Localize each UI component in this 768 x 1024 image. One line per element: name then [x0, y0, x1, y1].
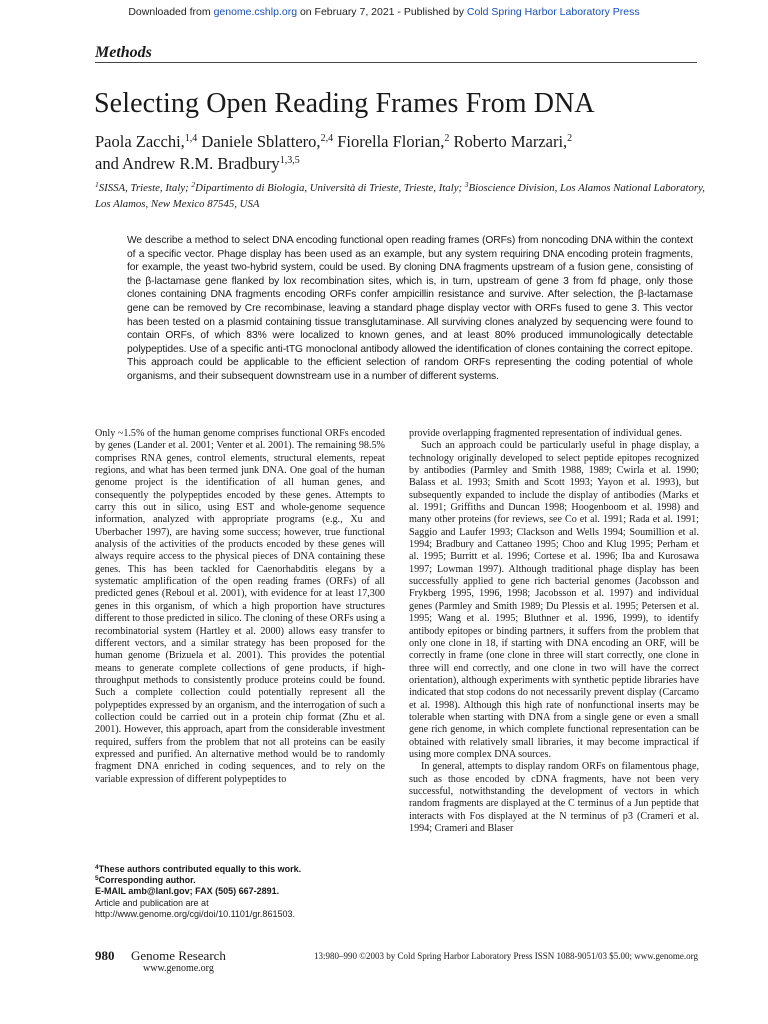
affil-sup: 3 [464, 180, 469, 189]
author: Roberto Marzari, [453, 132, 568, 151]
footnote-article: Article and publication are at http://www.genome.org/cgi/doi/10.1101/gr.861503. [95, 897, 295, 919]
body-paragraph: Only ~1.5% of the human genome comprises functional ORFs encoded by genes (Lander et al. 2001; Venter et al. 2001). The remaining 98.5% comprises RNA genes, control elements, structural elements, repeat regions, and what has been termed junk DNA. One goal of the human genome project is the identification of all human genes, and consequently the polypeptides encoded by these genes. Attempts to carry this out in silico, using EST and whole-genome sequence information, analyzed with appropriate programs (e.g., Xu and Uberbacher 1997), are having some success; however, true functional analysis of the activities of the products encoded by these genes will always require access to the physical pieces of DNA containing these genes. This has been tackled for Caenorhabditis elegans by a systematic amplification of the open reading frames (ORFs) of all predicted genes (Reboul et al. 2001), with evidence for at least 17,300 genes in this organism, of which a high proportion have structures different to those predicted in silico. The cloning of these ORFs using a recombinatorial system (Hartley et al. 2000) allows easy transfer to different vectors, and a similar strategy has been proposed for the human genome (Brizuela et al. 2001). This provides the potential means to generate complete collections of gene products, if high-throughput methods to consistently produce proteins could be found. Such a complete collection could potentially represent all the polypeptides expressed by an organism, and the interrogation of such a collection could be carried out in a protein chip format (Zhu et al. 2001). However, this approach, apart from the considerable investment required, suffers from the problem that not all proteins can be easily expressed and purified. An alternative method would be to randomly fragment DNA enriched in coding sequences, and to rely on the variable expression of different polypeptides to [95, 428, 385, 785]
page-number: 980 [95, 948, 115, 963]
publisher-link[interactable]: Cold Spring Harbor Laboratory Press [466, 6, 640, 18]
author: Paola Zacchi, [95, 132, 185, 151]
affiliation: Dipartimento di Biologia, Università di Trieste, Trieste, Italy; [195, 182, 465, 194]
affil-sup: 1 [95, 180, 99, 189]
footnote-corresponding: $^5$Corresponding author. [95, 875, 196, 886]
copyright-line: 13:980–990 ©2003 by Cold Spring Harbor Laboratory Press ISSN 1088-9051/03 $5.00; www.genome.org [313, 951, 698, 961]
body-column-left [95, 428, 385, 786]
section-label: Methods [95, 44, 152, 61]
affil-sup: 2 [191, 180, 196, 189]
body-paragraph: Such an approach could be particularly useful in phage display, a technology originally developed to select peptide epitopes recognized by antibodies (Parmley and Smith 1988, 1989; Cwirla et al. 1990; Balass et al. 1993; Smith and Scott 1993; Yayon et al. 1993), but subsequently expanded to include the display of antibodies (Marks et al. 1991; Griffiths and Duncan 1998; Hoogenboom et al. 1998) and many other proteins (for reviews, see Co et al. 1991; Rada et al. 1991; Saggio and Laufer 1993; Clackson and Wells 1994; Soumillion et al. 1994; Bradbury and Cattaneo 1995; Choo and Klug 1995; Perham et al. 1995; Burritt et al. 1996; Cortese et al. 1996; Iba and Kurosawa 1997; Lowman 1997). Although traditional phage display has been successfully applied to gene rich bacterial genomes (Jacobsson and Frykberg 1995, 1996, 1998; Jacobsson et al. 1997) and individual genes (Parmley and Smith 1989; Du Plessis et al. 1995; Petersen et al. 1995; Wang et al. 1995; Bluthner et al. 1996, 1999), to identify antibody epitopes or binding partners, it suffers from the problem that only one clone in 18, if starting with DNA encoding an ORF, will be correctly in frame (one clone in three will start correctly, one clone in three will end correctly, and one clone in two will have the correct orientation), although experiments with synthetic peptide libraries have indicated that stop codons do not necessarily prevent display (Carcamo et al. 1998). Although this high rate of nonfunctional inserts may be tolerable when starting with DNA from a single gene or even a small gene rich genome, in which complete functional representation can be obtained with relatively small libraries, it may become impractical if using more complex DNA sources. [409, 440, 699, 760]
journal-url: www.genome.org [143, 963, 214, 974]
body-paragraph: provide overlapping fragmented representation of individual genes. [409, 428, 683, 439]
site-link[interactable]: genome.cshlp.org [213, 6, 298, 18]
author-sup: 1,3,5 [279, 155, 300, 166]
paper-title: Selecting Open Reading Frames From DNA [94, 88, 595, 119]
affiliation: SISSA, Trieste, Italy; [98, 182, 192, 194]
affiliation: Bioscience Division, Los Alamos National Laboratory, Los Alamos, New Mexico 87545, USA [95, 182, 705, 210]
section-divider [95, 62, 697, 63]
journal-name: Genome Research [131, 948, 226, 963]
author: Daniele Sblattero, [201, 132, 321, 151]
body-paragraph: In general, attempts to display random ORFs on filamentous phage, such as those encoded by cDNA fragments, have not been very successful, notwithstanding the development of vectors in which random fragments are displayed at the C terminus of a Jun peptide that interacts with Fos displayed at the N terminus of p3 (Crameri et al. 1994; Crameri and Blaser [409, 761, 699, 834]
author-sup: 1,4 [184, 133, 198, 144]
author-sup: 2 [444, 133, 450, 144]
body-column-right [409, 428, 699, 835]
abstract: We describe a method to select DNA encoding functional open reading frames (ORFs) from noncoding DNA within the context of a specific vector. Phage display has been used as an example, but any system requiring DNA encoding protein fragments, for example, the yeast two-hybrid system, could be used. By cloning DNA fragments upstream of a fusion gene, consisting of the β-lactamase gene flanked by lox recombination sites, which is, in turn, upstream of gene 3 from fd phage, only those clones containing DNA fragments encoding ORFs confer ampicillin resistance and survive. After selection, the β-lactamase gene can be removed by Cre recombinase, leaving a standard phage display vector with ORFs fused to gene 3. This vector has been tested on a plasmid containing tissue transglutaminase. All surviving clones analyzed by sequencing were found to contain ORFs, of which 83% were localized to known genes, and at least 80% produced immunologically detectable polypeptides. Use of a specific anti-tTG monoclonal antibody allowed the identification of clones containing the correct epitope. This approach could be applicable to the efficient selection of random ORFs representing the coding potential of whole organisms, and their subsequent downstream use in a number of different systems. [127, 235, 693, 382]
affiliations [95, 180, 705, 212]
banner-middle: on February 7, 2021 - Published by [297, 6, 467, 18]
banner-prefix: Downloaded from [128, 6, 214, 18]
author-sup: 2 [567, 133, 573, 144]
author-list [95, 131, 705, 175]
author: and Andrew R.M. Bradbury [95, 154, 280, 173]
footnote-equal-contribution: $^4$These authors contributed equally to this work. [95, 864, 302, 874]
footnotes [95, 864, 385, 920]
author-sup: 2,4 [320, 133, 334, 144]
download-banner [0, 6, 768, 18]
author: Fiorella Florian, [337, 132, 445, 151]
footnote-email: E-MAIL amb@lanl.gov; FAX (505) 667-2891. [95, 886, 280, 897]
